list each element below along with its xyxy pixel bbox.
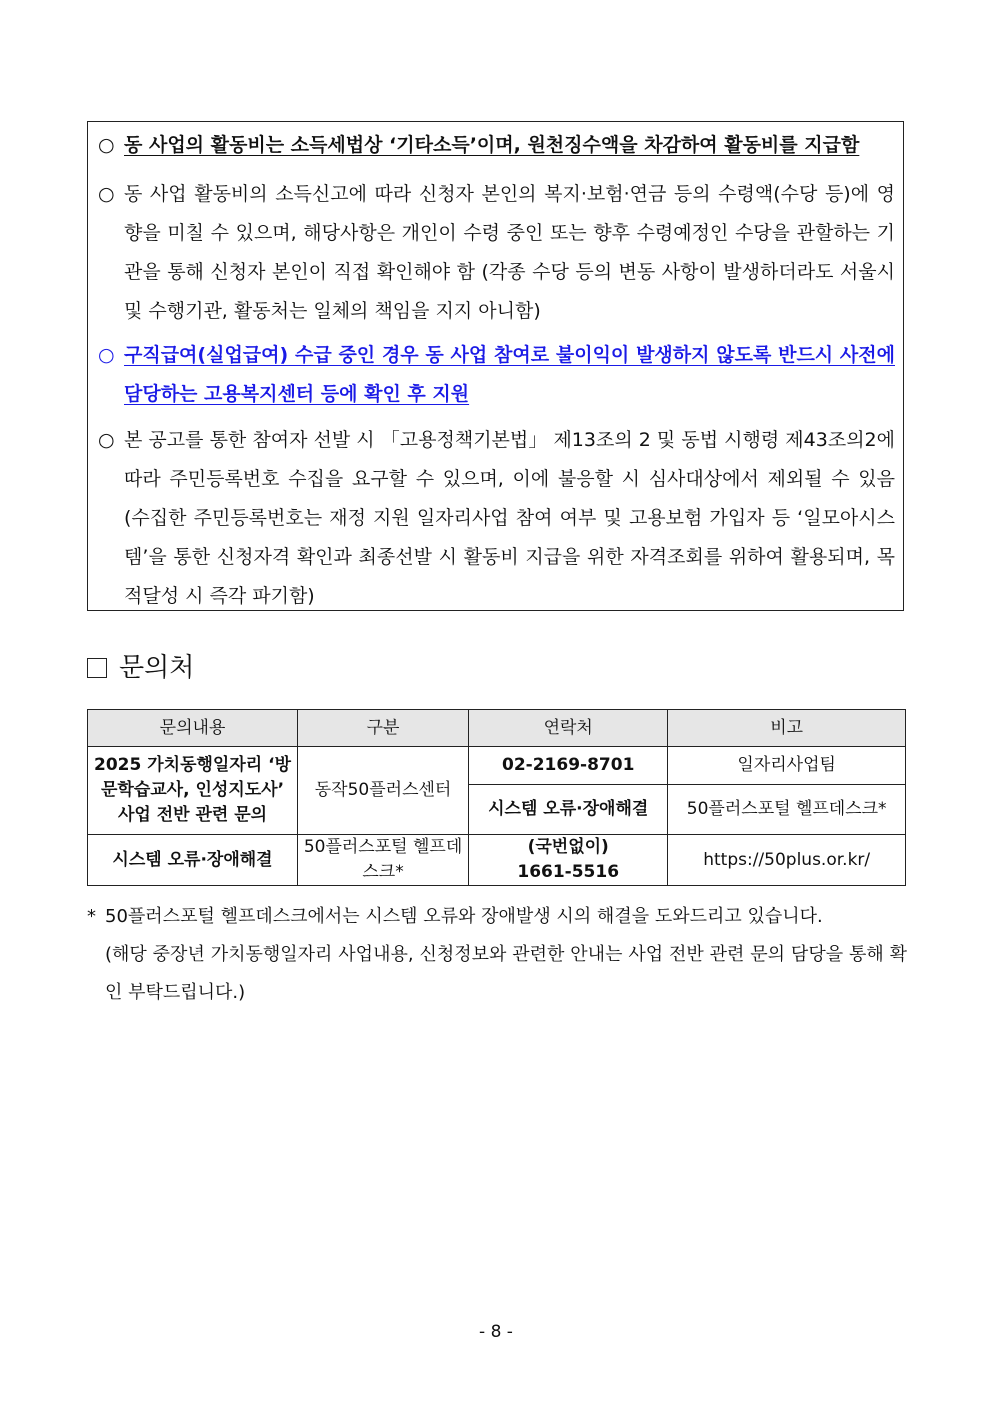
- notice-item-unemployment: [98, 336, 895, 414]
- notice-text-resident-number: 본 공고를 통한 참여자 선발 시 「고용정책기본법」 제13조의 2 및 동법 시행령 제43조의2에 따라 주민등록번호 수집을 요구할 수 있으며, 이에 불응할 시 심사대상에서 제외될 수 있음 (수집한 주민등록번호는 재정 지원 일자리사업 참여 여부 및 고용보험 가입자 등 ‘일모아시스템’을 통한 신청자격 확인과 최종선발 시 활동비 지급을 위한 자격조회를 위하여 활용되며, 목적달성 시 즉각 파기함): [124, 429, 895, 607]
- header-inquiry: 문의내용: [88, 710, 298, 747]
- circle-bullet-icon: ○: [98, 429, 115, 451]
- notice-item-resident-number: [98, 421, 895, 616]
- note-cell-helpdesk: 50플러스포털 헬프데스크*: [668, 785, 906, 835]
- page-number: - 8 -: [479, 1322, 513, 1342]
- notice-item-income-report: [98, 175, 895, 331]
- notice-text-tax: 동 사업의 활동비는 소득세법상 ‘기타소득’이며, 원천징수액을 차감하여 활동비를 지급함: [124, 134, 860, 156]
- circle-bullet-icon: ○: [98, 183, 115, 205]
- section-title-contact: [87, 648, 194, 688]
- phone-prefix-label: (국번없이): [527, 837, 609, 857]
- header-note: 비고: [668, 710, 906, 747]
- inquiry-cell-general: 2025 가치동행일자리 ‘방문학습교사, 인성지도사’ 사업 전반 관련 문의: [88, 747, 298, 835]
- inquiry-cell-system: 시스템 오류·장애해결: [88, 835, 298, 886]
- footnote-line2: (해당 중장년 가치동행일자리 사업내용, 신청정보와 관련한 안내는 사업 전반 관련 문의 담당을 통해 확인 부탁드립니다.): [105, 944, 907, 1003]
- phone-cell-center: 02-2169-8701: [469, 747, 668, 785]
- category-cell-helpdesk: 50플러스포털 헬프데스크*: [298, 835, 469, 886]
- circle-bullet-icon: ○: [98, 134, 115, 156]
- table-row: [88, 747, 906, 785]
- category-cell-center: 동작50플러스센터: [298, 747, 469, 835]
- footnote-star: *: [87, 906, 96, 927]
- notice-text-unemployment: 구직급여(실업급여) 수급 중인 경우 동 사업 참여로 불이익이 발생하지 않도록 반드시 사전에 담당하는 고용복지센터 등에 확인 후 지원: [124, 344, 895, 405]
- note-cell-team: 일자리사업팀: [668, 747, 906, 785]
- contact-table: [87, 709, 906, 886]
- header-category: 구분: [298, 710, 469, 747]
- header-contact: 연락처: [469, 710, 668, 747]
- footnote: [87, 898, 907, 1012]
- contact-cell-system: 시스템 오류·장애해결: [469, 785, 668, 835]
- notice-box: [87, 121, 904, 611]
- notice-item-tax: [98, 126, 895, 165]
- notice-text-income-report: 동 사업 활동비의 소득신고에 따라 신청자 본인의 복지·보험·연금 등의 수령액(수당 등)에 영향을 미칠 수 있으며, 해당사항은 개인이 수령 중인 또는 향후 수령예정인 수당을 관할하는 기관을 통해 신청자 본인이 직접 확인해야 함 (각종 수당 등의 변동 사항이 발생하더라도 서울시 및 수행기관, 활동처는 일체의 책임을 지지 아니함): [124, 183, 895, 322]
- table-header-row: [88, 710, 906, 747]
- url-cell[interactable]: https://50plus.or.kr/: [668, 835, 906, 886]
- phone-number: 1661-5516: [517, 862, 620, 882]
- square-bullet-icon: [87, 658, 107, 678]
- phone-cell-helpdesk: [469, 835, 668, 886]
- circle-bullet-icon: ○: [98, 344, 115, 366]
- table-row: [88, 835, 906, 886]
- section-title-text: 문의처: [119, 653, 195, 683]
- footnote-line1: 50플러스포털 헬프데스크에서는 시스템 오류와 장애발생 시의 해결을 도와드리고 있습니다.: [105, 906, 823, 927]
